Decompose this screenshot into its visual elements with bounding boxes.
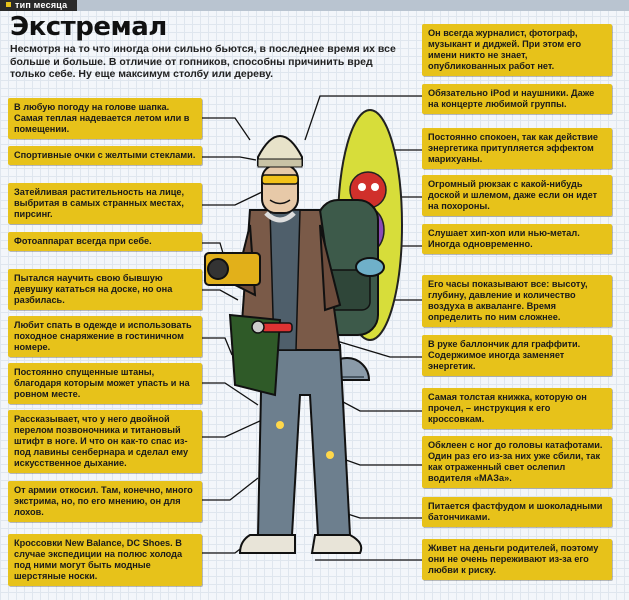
note-text: Самая толстая книжка, которую он прочел, – инструкция к его кроссовкам. [428, 392, 587, 424]
note-text: Постоянно спокоен, так как действие энергетика притупляется эффектом марихуаны. [428, 132, 599, 164]
note-left-2 [8, 146, 202, 165]
diving-mask-icon [356, 258, 384, 276]
sunglasses-icon [262, 175, 298, 184]
note-text: Обязательно iPod и наушники. Даже на концерте любимой группы. [428, 88, 595, 109]
note-left-3 [8, 183, 202, 224]
section-tag [0, 0, 77, 11]
sneakers-icon [240, 535, 361, 553]
spray-can-icon [262, 323, 292, 332]
note-text: Обклеен с ног до головы катафотами. Один раз его из-за них уже сбили, так как отраженный свет ослепил водителя «МАЗа». [428, 440, 603, 483]
note-right-1 [422, 84, 612, 114]
page-title: Экстремал [10, 12, 167, 42]
watch-icon [252, 321, 264, 333]
intro-note-text: Он всегда журналист, фотограф, музыкант и диджей. При этом его имени никто не знает, опубликованных работ нет. [428, 28, 582, 71]
note-left-8 [8, 410, 202, 473]
note-right-9 [422, 497, 612, 527]
head-icon [258, 136, 302, 213]
note-text: Его часы показывают все: высоту, глубину, давление и количество воздуха в акваланге. Время определить по ним сложнее. [428, 279, 588, 322]
camera-icon [205, 253, 260, 285]
note-text: Питается фастфудом и шоколадными батончиками. [428, 501, 603, 522]
note-text: Слушает хип-хоп или нью-метал. Иногда одновременно. [428, 228, 580, 249]
section-label: тип месяца [15, 0, 68, 10]
note-right-5 [422, 275, 612, 327]
note-right-7 [422, 388, 612, 429]
extreme-guy-illustration [200, 95, 420, 595]
note-text: Постоянно спущенные штаны, благодаря которым может упасть и на ровном месте. [14, 367, 190, 399]
note-right-6 [422, 335, 612, 376]
note-right-10 [422, 539, 612, 580]
note-right-4 [422, 224, 612, 254]
note-text: Пытался научить свою бывшую девушку кататься на доске, но она разбилась. [14, 273, 173, 305]
lead-text: Несмотря на то что иногда они сильно бьются, в последнее время их все больше и больше. В отличие от гопников, способны причинить вред только себе. Ну еще максимум столбу или дереву. [10, 43, 396, 80]
note-text: Любит спать в одежде и использовать походное снаряжение в гостиничном номере. [14, 320, 192, 352]
note-text: Спортивные очки с желтыми стеклами. [14, 150, 196, 160]
note-left-1 [8, 98, 202, 139]
note-text: Фотоаппарат всегда при себе. [14, 236, 152, 246]
note-text: От армии откосил. Там, конечно, много экстрима, но, по его мнению, он для лохов. [14, 485, 193, 517]
intro-note [422, 24, 612, 76]
note-text: Кроссовки New Balance, DC Shoes. В случае экспедиции на полюс холода под ними могут быть модные шерстяные носки. [14, 538, 183, 581]
note-right-3 [422, 175, 612, 216]
note-left-4 [8, 232, 202, 251]
note-right-8 [422, 436, 612, 488]
note-left-6 [8, 316, 202, 357]
note-text: Огромный рюкзак с какой-нибудь доской и шлемом, даже если он идет на похороны. [428, 179, 598, 211]
note-left-7 [8, 363, 202, 404]
note-right-2 [422, 128, 612, 169]
note-text: Живет на деньги родителей, поэтому они не очень переживают из-за его любви к риску. [428, 543, 599, 575]
note-text: Рассказывает, что у него двойной перелом позвоночника и титановый штифт в ноге. И что он как-то спас из-под лавины сенбернара и сделал ему искусственное дыхание. [14, 414, 189, 468]
note-left-9 [8, 481, 202, 522]
note-text: В руке баллончик для граффити. Содержимое иногда заменяет энергетик. [428, 339, 581, 371]
note-left-5 [8, 269, 202, 310]
note-left-10 [8, 534, 202, 586]
top-bar [0, 0, 629, 11]
note-text: Затейливая растительность на лице, выбритая в самых странных местах, пирсинг. [14, 187, 185, 219]
note-text: В любую погоду на голове шапка. Самая теплая надевается летом или в помещении. [14, 102, 190, 134]
